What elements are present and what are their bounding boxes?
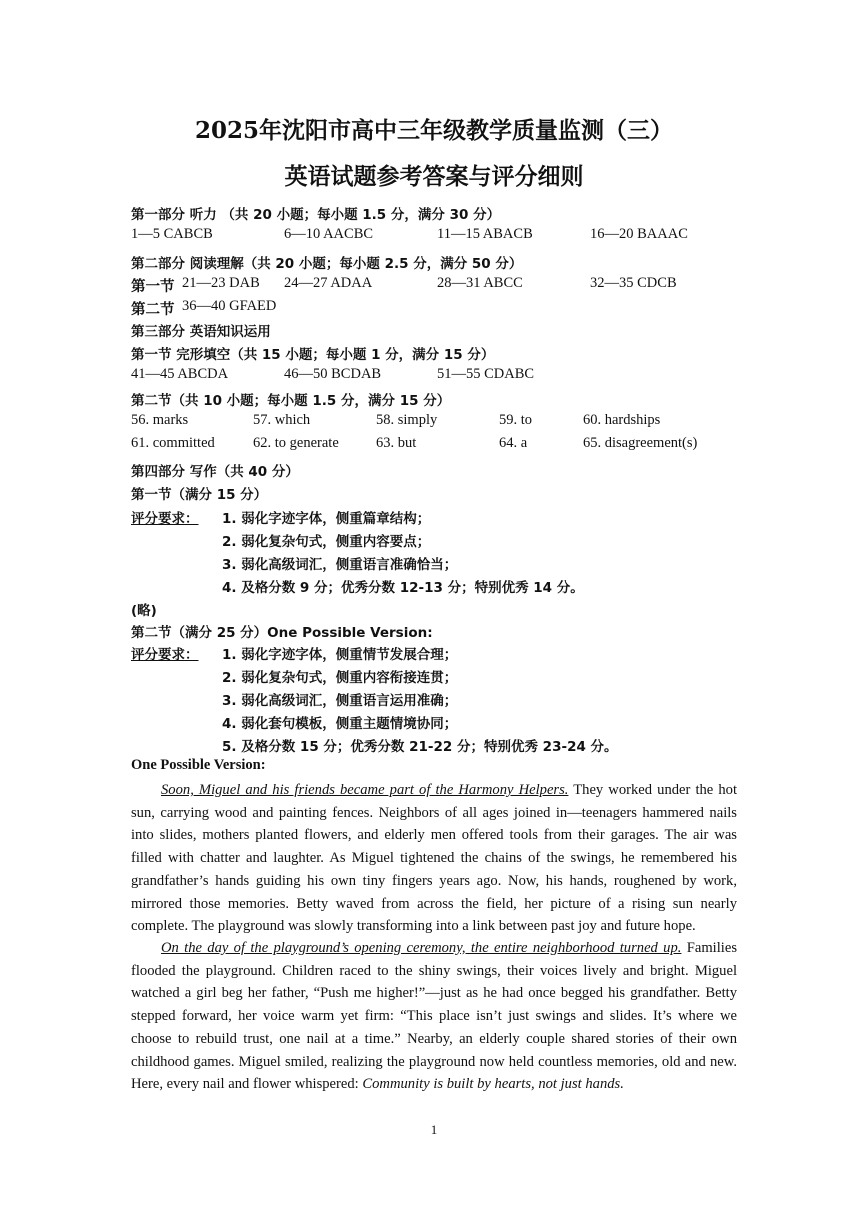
scoring-req: 3. 弱化高级词汇，侧重语言准确恰当； (222, 557, 458, 573)
grammar-answer: 62. to generate (253, 435, 339, 451)
para2-body: Families flooded the playground. Children raced to the shiny swings, their voices lively and bright. Miguel watched a girl beg her father, “Push me higher!”—just as he had once begged his grandfather. Betty stepped forward, her voice warm yet firm: “This place isn’t just swings and slides. It’s where we choose to rebuild trust, one nail at a time.” Nearby, an elderly couple shared stories of their own childhood games. Miguel smiled, realizing the playground now held countless memories, old and new. Here, every nail and flower whispered: (131, 940, 738, 1093)
writing1-heading: 第一节（满分 15 分） (131, 487, 268, 503)
answer-group: 46—50 BCDAB (284, 366, 382, 382)
part1-heading: 第一部分 听力 （共 20 小题；每小题 1.5 分，满分 30 分） (131, 207, 501, 223)
scoring-req: 2. 弱化复杂句式，侧重内容衔接连贯； (222, 670, 458, 686)
scoring-req: 4. 及格分数 9 分；优秀分数 12-13 分；特别优秀 14 分。 (222, 580, 584, 596)
answer-group: 21—23 DAB (182, 275, 260, 291)
grammar-answer: 60. hardships (583, 412, 661, 428)
section-label: 第二节 (131, 302, 175, 318)
grammar-answer: 65. disagreement(s) (583, 435, 698, 451)
scoring-req: 1. 弱化字迹字体，侧重篇章结构； (222, 511, 431, 527)
answer-group: 41—45 ABCDA (131, 366, 229, 382)
answer-group: 6—10 AACBC (284, 226, 374, 242)
para2-lead: On the day of the playground’s opening ceremony, the entire neighborhood turned up. (161, 940, 682, 956)
scoring-req: 4. 弱化套句模板，侧重主题情境协同； (222, 716, 458, 732)
answer-group: 24—27 ADAA (284, 275, 373, 291)
scoring-req: 1. 弱化字迹字体，侧重情节发展合理； (222, 647, 458, 663)
grammar-answer: 59. to (499, 412, 533, 428)
essay-paragraph-2 (131, 937, 737, 1096)
version-heading: One Possible Version: (131, 757, 266, 773)
page-title: 2025年沈阳市高中三年级教学质量监测（三） (194, 117, 673, 144)
grammar-answer: 58. simply (376, 412, 438, 428)
essay-paragraph-1 (131, 779, 737, 938)
answer-group: 11—15 ABACB (437, 226, 533, 242)
writing2-heading: 第二节（满分 25 分）One Possible Version: (131, 625, 433, 641)
answer-group: 28—31 ABCC (437, 275, 523, 291)
section-label: 第一节 (131, 279, 175, 295)
para1-lead: Soon, Miguel and his friends became part of the Harmony Helpers. (161, 782, 569, 798)
part3-heading: 第三部分 英语知识运用 (131, 324, 271, 340)
part2-heading: 第二部分 阅读理解（共 20 小题；每小题 2.5 分，满分 50 分） (131, 256, 523, 272)
scoring-req: 5. 及格分数 15 分；优秀分数 21-22 分；特别优秀 23-24 分。 (222, 739, 618, 755)
page-number: 1 (430, 1122, 438, 1137)
answer-group: 32—35 CDCB (590, 275, 677, 291)
grammar-answer: 64. a (499, 435, 528, 451)
para1-body: They worked under the hot sun, carrying wood and painting fences. Neighbors of all ages joined in—teenagers hammered nails into slides, mothers planted flowers, and elderly men offered tools from their garages. The air was filled with chatter and laughter. As Miguel tightened the chains of the swings, he remembered his grandfather’s hands guiding his own tiny fingers years ago. Now, his hands, roughened by work, mirrored those memories. Betty waved from across the field, her picture of a rising sun nearly complete. The playground was slowly transforming into a link between past joy and future hope. (131, 782, 738, 935)
scoring-req-label: 评分要求： (131, 647, 199, 663)
grammar-answer: 57. which (253, 412, 311, 428)
grammar-answer: 56. marks (131, 412, 189, 428)
cloze-heading: 第一节 完形填空（共 15 小题；每小题 1 分，满分 15 分） (131, 347, 495, 363)
omitted-note: (略) (131, 603, 157, 619)
page-subtitle: 英语试题参考答案与评分细则 (284, 163, 584, 190)
para2-end: Community is built by hearts, not just hands. (362, 1076, 624, 1093)
answer-group: 16—20 BAAAC (590, 226, 688, 242)
scoring-req-label: 评分要求： (131, 511, 199, 527)
scoring-req: 2. 弱化复杂句式，侧重内容要点； (222, 534, 431, 550)
answer-group: 51—55 CDABC (437, 366, 535, 382)
grammar-answer: 63. but (376, 435, 417, 451)
answer-group: 36—40 GFAED (182, 298, 277, 314)
grammar-answer: 61. committed (131, 435, 215, 451)
scoring-req: 3. 弱化高级词汇，侧重语言运用准确； (222, 693, 458, 709)
answer-group: 1—5 CABCB (131, 226, 213, 242)
part4-heading: 第四部分 写作（共 40 分） (131, 464, 299, 480)
grammar-heading: 第二节（共 10 小题；每小题 1.5 分，满分 15 分） (131, 393, 451, 409)
